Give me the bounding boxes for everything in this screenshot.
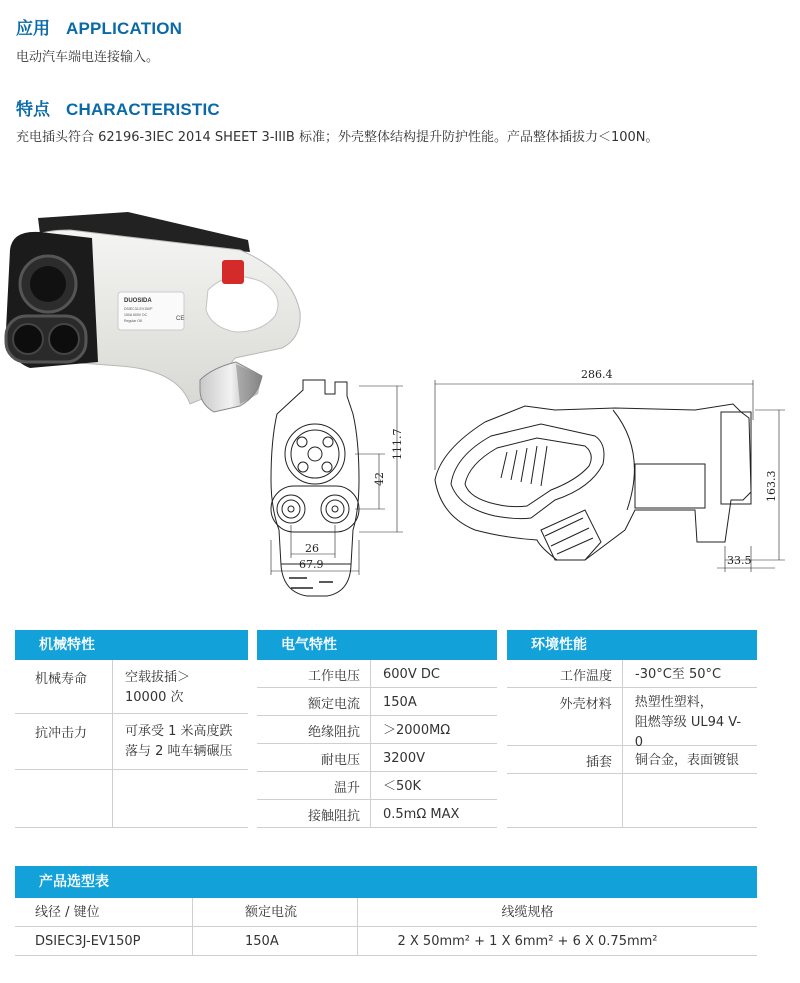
environment-table [507,630,757,828]
characteristic-title-en: CHARACTERISTIC [66,100,220,119]
mechanical-value [113,770,133,827]
table-row [507,746,757,774]
electrical-value: 0.5mΩ MAX [383,807,460,822]
electrical-label: 耐电压 [257,744,371,771]
electrical-table [257,630,497,828]
mechanical-table [15,630,248,828]
environment-value: -30°C至 50°C [635,667,722,682]
side-view-drawing [435,380,785,572]
selection-header-row [15,898,757,927]
electrical-value: ＜50K [383,779,422,794]
environment-value [623,774,643,827]
dim-42: 42 [373,472,386,486]
dim-286: 286.4 [581,368,613,381]
selection-cell: 150A [193,927,358,955]
dim-163: 163.3 [765,470,778,502]
label-line3: Regular OK [124,319,143,323]
label-brand: DUOSIDA [124,298,152,304]
environment-label [507,774,623,827]
electrical-value: 600V DC [383,667,440,682]
electrical-value: 3200V [383,751,425,766]
table-row [257,800,497,828]
front-view-drawing [271,380,403,596]
electrical-label: 工作电压 [257,660,371,687]
selection-cell: DSIEC3J-EV150P [15,927,193,955]
mechanical-value: 空载拔插＞ 10000 次 [125,670,191,705]
selection-title: 产品选型表 [15,866,757,898]
selection-header-cell: 线径 / 键位 [15,898,193,926]
characteristic-text: 充电插头符合 62196-3IEC 2014 SHEET 3-IIIB 标准；外壳整体结构提升防护性能。产品整体插拔力＜100N。 [16,130,659,145]
environment-label: 工作温度 [507,660,623,687]
technical-drawing [255,360,800,615]
environment-title: 环境性能 [507,630,757,660]
environment-label: 外壳材料 [507,688,623,745]
selection-header-cell: 额定电流 [193,898,358,926]
mechanical-title: 机械特性 [15,630,248,660]
label-line1: DSIEC3J-EV150P [124,307,153,311]
environment-value: 热塑性塑料， 阻燃等级 UL94 V-0 [634,695,742,750]
electrical-value: ＞2000MΩ [383,723,451,738]
mechanical-value: 可承受 1 米高度跌 落与 2 吨车辆碾压 [125,724,233,759]
table-row [15,660,248,714]
mechanical-label: 机械寿命 [15,660,113,713]
application-heading [16,14,182,39]
environment-value: 铜合金，表面镀银 [635,753,740,768]
application-text: 电动汽车端电连接输入。 [16,50,160,65]
table-row [15,714,248,770]
electrical-title: 电气特性 [257,630,497,660]
selection-header-cell: 线缆规格 [501,905,554,920]
table-row [507,660,757,688]
table-row [257,716,497,744]
table-row [257,772,497,800]
electrical-label: 额定电流 [257,688,371,715]
application-title-en: APPLICATION [66,19,183,38]
characteristic-heading [16,95,220,120]
selection-cell: 2 X 50mm² + 1 X 6mm² + 6 X 0.75mm² [397,934,658,949]
electrical-label: 接触阻抗 [257,800,371,827]
table-row [15,927,757,956]
dim-67: 67.9 [299,558,324,571]
characteristic-title-cn: 特点 [16,100,50,120]
mechanical-label [15,770,113,827]
dim-111: 111.7 [391,428,404,460]
dim-33: 33.5 [727,554,752,567]
table-row [507,688,757,750]
ce-mark: CE [176,316,185,322]
table-row [257,744,497,772]
dim-26: 26 [305,542,319,555]
table-row [507,774,757,828]
table-row [257,660,497,688]
environment-label: 插套 [507,746,623,773]
electrical-value: 150A [383,695,417,710]
table-row [257,688,497,716]
selection-table [15,866,757,956]
electrical-label: 温升 [257,772,371,799]
application-title-cn: 应用 [16,19,50,39]
electrical-label: 绝缘阻抗 [257,716,371,743]
label-line2: 150A 600V DC [124,313,148,317]
table-row [15,770,248,828]
mechanical-label: 抗冲击力 [15,714,113,769]
